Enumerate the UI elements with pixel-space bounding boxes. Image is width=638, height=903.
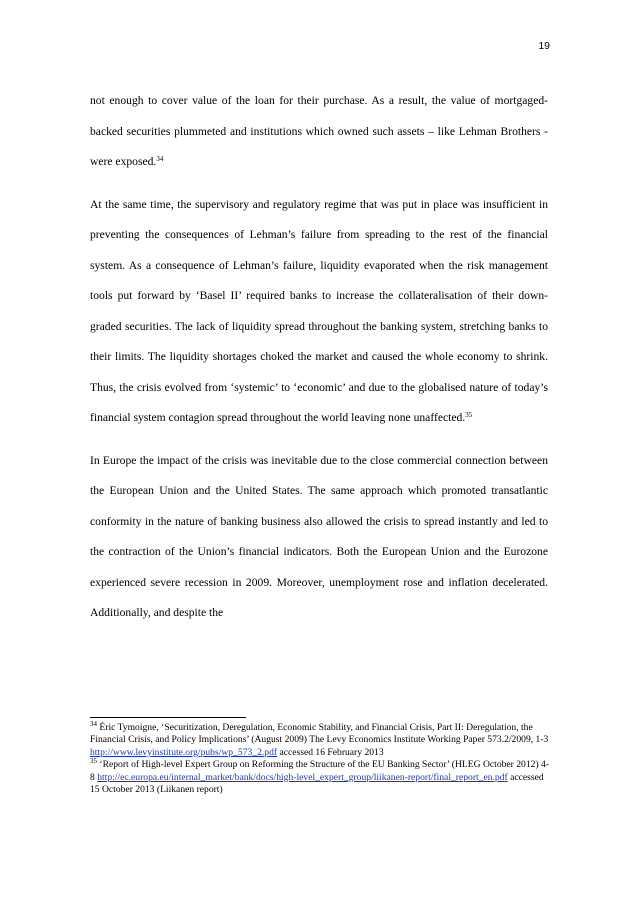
footnote-text-after: accessed 16 February 2013 <box>277 746 384 758</box>
paragraph-2 <box>90 190 548 434</box>
paragraph-3 <box>90 446 548 629</box>
paragraph-text: At the same time, the supervisory and regulatory regime that was put in place was insufficient in preventing the consequences of Lehman’s failure from spreading to the rest of the financial system. As a consequence of Lehman’s failure, liquidity evaporated when the risk management tools put forward by ‘Basel II’ required banks to increase the collateralisation of their down-graded securities. The lack of liquidity spread throughout the banking system, stretching banks to their limits. The liquidity shortages choked the market and caused the whole economy to shrink. Thus, the crisis evolved from ‘systemic’ to ‘economic’ and due to the globalised nature of today’s financial system contagion spread throughout the world leaving none unaffected. <box>90 197 548 424</box>
footnote-text-after: accessed 15 October 2013 (Liikanen report) <box>90 771 544 796</box>
footnote-35 <box>90 759 550 796</box>
footnotes <box>90 722 550 796</box>
paragraph-text: In Europe the impact of the crisis was inevitable due to the close commercial connection between the European Union and the United States. The same approach which promoted transatlantic conformity in the nature of banking business also allowed the crisis to spread instantly and led to the contraction of the Union’s financial indicators. Both the European Union and the Eurozone experienced severe recession in 2009. Moreover, unemployment rose and inflation decelerated. Additionally, and despite the <box>90 453 548 619</box>
footnote-ref-35[interactable]: 35 <box>465 411 473 419</box>
paragraph-text: not enough to cover value of the loan for their purchase. As a result, the value of mortgaged-backed securities plummeted and institutions which owned such assets – like Lehman Brothers - were exposed. <box>90 94 548 168</box>
footnote-separator <box>90 717 246 718</box>
footnote-link[interactable]: http://www.levyinstitute.org/pubs/wp_573_2.pdf <box>90 746 278 758</box>
footnote-ref-34[interactable]: 34 <box>156 155 164 163</box>
footnote-number: 35 <box>90 757 97 766</box>
footnote-34 <box>90 722 550 759</box>
footnote-number: 34 <box>90 720 97 728</box>
paragraph-1 <box>90 86 548 178</box>
body-text <box>90 86 548 641</box>
footnote-link[interactable]: http://ec.europa.eu/internal_market/bank/docs/high-level_expert_group/liikanen-report/final_report_en.pdf <box>97 771 508 783</box>
footnote-text: Éric Tymoigne, ‘Securitization, Deregulation, Economic Stability, and Financial Crisis, Part II: Deregulation, the Financial Crisis, and Policy Implications’ (August 2009) The Levy Economics Institute Working Paper 573.2/2009, 1-3 <box>90 722 549 746</box>
page-number: 19 <box>538 40 550 52</box>
footnote-text: ‘Report of High-level Expert Group on Reforming the Structure of the EU Banking Sector’ (HLEG October 2012) 4-8 <box>90 759 550 783</box>
